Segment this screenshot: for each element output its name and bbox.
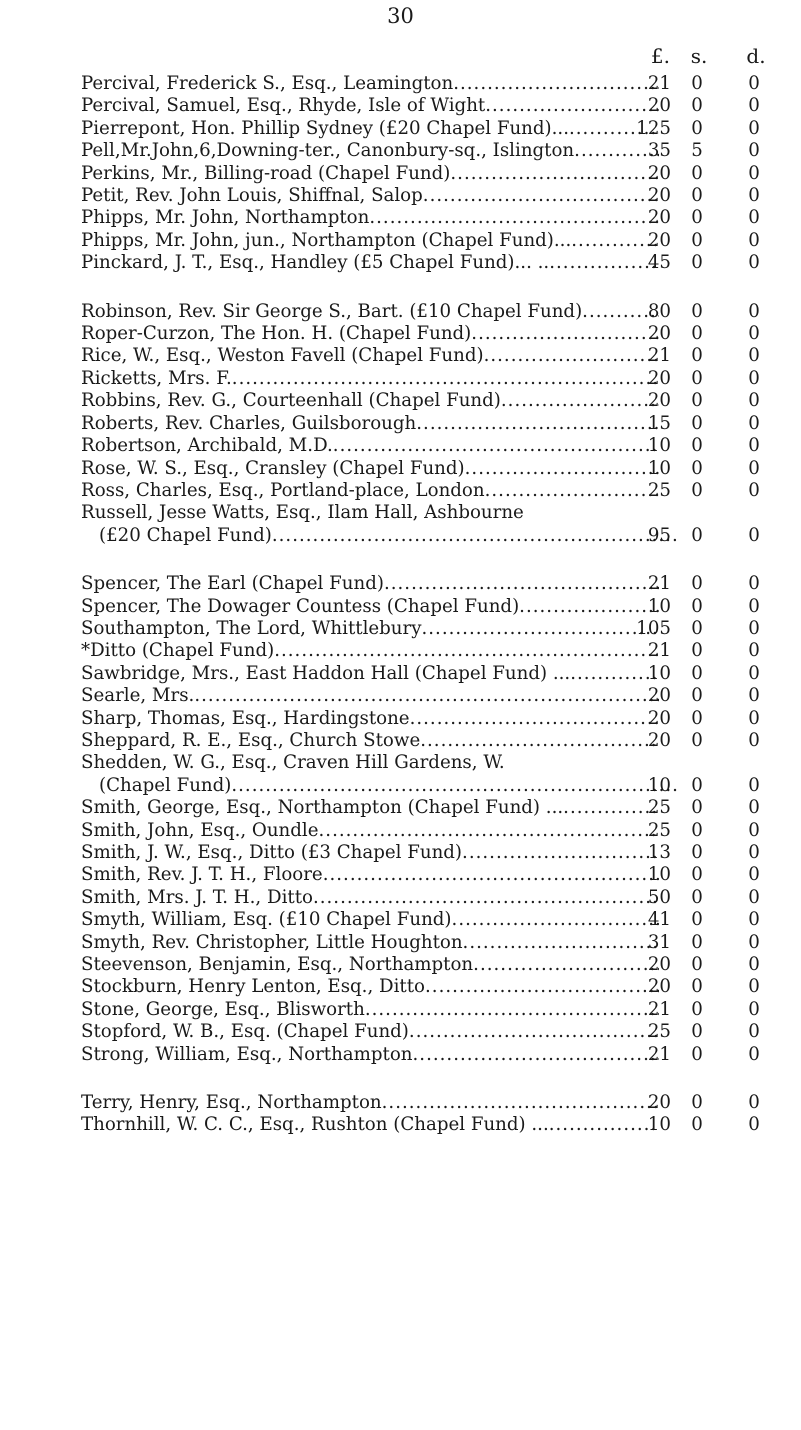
amount-pence: 0 — [748, 390, 760, 412]
amount-pounds: 10 — [647, 662, 671, 684]
list-section — [81, 573, 771, 1066]
subscriber-entry — [81, 663, 771, 685]
subscriber-entry — [81, 887, 771, 909]
subscriber-name: Sharp, Thomas, Esq., Hardingstone — [81, 707, 410, 729]
subscriber-name: Phipps, Mr. John, jun., Northampton (Chapel Fund)... — [81, 229, 572, 251]
amount-pounds: 15 — [647, 412, 671, 434]
amount-pence: 0 — [748, 886, 760, 908]
list-section — [81, 1092, 771, 1137]
dot-leader — [232, 368, 659, 390]
amount-pence: 0 — [748, 573, 760, 595]
amount-pounds: 45 — [647, 252, 671, 274]
subscriber-entry — [81, 596, 771, 618]
subscriber-name: Russell, Jesse Watts, Esq., Ilam Hall, Ashbourne — [81, 502, 524, 524]
subscriber-name: Sawbridge, Mrs., East Haddon Hall (Chapel Fund) ... — [81, 662, 571, 684]
amount-pounds: 25 — [647, 819, 671, 841]
subscriber-entry — [81, 752, 771, 797]
amount-pence: 0 — [748, 707, 760, 729]
subscriber-name: Ricketts, Mrs. F. — [81, 367, 232, 389]
subscriber-name: Sheppard, R. E., Esq., Church Stowe — [81, 729, 421, 751]
subscriber-entry — [81, 976, 771, 998]
amount-shillings: 0 — [691, 367, 703, 389]
amount-pounds: 35 — [647, 140, 671, 162]
amount-shillings: 0 — [691, 457, 703, 479]
amount-shillings: 0 — [691, 640, 703, 662]
amount-pounds: 21 — [647, 998, 671, 1020]
amount-pence: 0 — [748, 207, 760, 229]
dot-leader — [194, 685, 659, 707]
subscriber-entry — [81, 163, 771, 185]
subscriber-entry — [81, 368, 771, 390]
amount-pounds: 10 — [647, 864, 671, 886]
subscriber-name: Percival, Frederick S., Esq., Leamington — [81, 73, 454, 94]
amount-shillings: 0 — [691, 300, 703, 322]
amount-pence: 0 — [748, 842, 760, 863]
subscriber-entry — [81, 730, 771, 752]
amount-pounds: 20 — [647, 207, 671, 229]
subscriber-entry — [81, 842, 771, 864]
amount-pence: 0 — [748, 252, 760, 274]
amount-pence: 0 — [748, 162, 760, 184]
amount-shillings: 0 — [691, 524, 703, 546]
subscriber-entry — [81, 502, 771, 547]
amount-shillings: 0 — [691, 774, 703, 796]
subscriber-name: Terry, Henry, Esq., Northampton — [81, 1092, 382, 1114]
amount-pounds: 20 — [647, 367, 671, 389]
amount-pence: 0 — [748, 685, 760, 707]
amount-shillings: 0 — [691, 595, 703, 617]
amount-pence: 0 — [748, 819, 760, 841]
amount-shillings: 0 — [691, 252, 703, 274]
subscriber-name: Southampton, The Lord, Whittlebury — [81, 617, 422, 639]
amount-pounds: 41 — [647, 909, 671, 931]
subscriber-entry — [81, 1092, 771, 1114]
amount-shillings: 0 — [691, 1114, 703, 1136]
subscriber-name: Stone, George, Esq., Blisworth — [81, 998, 365, 1020]
amount-pounds: 105 — [636, 617, 671, 639]
subscriber-name: Petit, Rev. John Louis, Shiffnal, Salop — [81, 185, 423, 207]
amount-pounds: 20 — [647, 229, 671, 251]
amount-shillings: 0 — [691, 662, 703, 684]
subscriber-name: (Chapel Fund) — [99, 774, 232, 796]
subscriber-entry — [81, 932, 771, 954]
amount-pounds: 21 — [647, 640, 671, 662]
subscriber-name: Roper-Curzon, The Hon. H. (Chapel Fund) — [81, 323, 472, 345]
amount-pence: 0 — [748, 774, 760, 796]
subscriber-entry — [81, 413, 771, 435]
amount-pounds: 20 — [647, 323, 671, 345]
amount-shillings: 5 — [691, 140, 703, 162]
subscriber-entry — [81, 1021, 771, 1043]
amount-pence: 0 — [748, 998, 760, 1020]
amount-shillings: 0 — [691, 707, 703, 729]
subscriber-entry — [81, 864, 771, 886]
subscriber-name: Rice, W., Esq., Weston Favell (Chapel Fund) — [81, 345, 484, 367]
amount-shillings: 0 — [691, 390, 703, 412]
amount-pounds: 20 — [647, 1092, 671, 1114]
amount-shillings: 0 — [691, 617, 703, 639]
subscriber-entry — [81, 252, 771, 274]
amount-shillings: 0 — [691, 412, 703, 434]
subscriber-name: Smith, Rev. J. T. H., Floore — [81, 864, 323, 886]
subscriber-entry — [81, 618, 771, 640]
subscriber-name: Stockburn, Henry Lenton, Esq., Ditto — [81, 976, 425, 998]
subscriber-entry — [81, 345, 771, 367]
subscriber-entry — [81, 708, 771, 730]
subscriber-entry — [81, 118, 771, 140]
subscriber-name: *Ditto (Chapel Fund) — [81, 640, 275, 662]
subscriber-name: Robbins, Rev. G., Courteenhall (Chapel Fund) — [81, 390, 501, 412]
amount-pence: 0 — [748, 435, 760, 457]
amount-pence: 0 — [748, 617, 760, 639]
amount-pounds: 80 — [647, 300, 671, 322]
amount-pounds: 20 — [647, 707, 671, 729]
amount-pence: 0 — [748, 1021, 760, 1043]
amount-shillings: 0 — [691, 1021, 703, 1043]
amount-shillings: 0 — [691, 909, 703, 931]
subscriber-name: Thornhill, W. C. C., Esq., Rushton (Chapel Fund) ... — [81, 1114, 549, 1136]
subscriber-entry — [81, 390, 771, 412]
amount-shillings: 0 — [691, 1043, 703, 1065]
subscriber-entry — [81, 820, 771, 842]
shillings-column-header: s. — [690, 44, 708, 68]
amount-shillings: 0 — [691, 886, 703, 908]
amount-pounds: 10 — [647, 435, 671, 457]
amount-shillings: 0 — [691, 185, 703, 207]
amount-pence: 0 — [748, 457, 760, 479]
subscriber-name: Smith, Mrs. J. T. H., Ditto — [81, 886, 313, 908]
amount-pounds: 13 — [647, 842, 671, 863]
amount-shillings: 0 — [691, 819, 703, 841]
subscriber-name: Smith, J. W., Esq., Ditto (£3 Chapel Fund) — [81, 842, 463, 863]
subscriber-entry — [81, 685, 771, 707]
amount-pounds: 20 — [647, 729, 671, 751]
subscriber-name: Stopford, W. B., Esq. (Chapel Fund) — [81, 1021, 409, 1043]
subscriber-name: (£20 Chapel Fund) — [99, 524, 272, 546]
amount-pence: 0 — [748, 954, 760, 976]
amount-shillings: 0 — [691, 1092, 703, 1114]
amount-shillings: 0 — [691, 685, 703, 707]
amount-pence: 0 — [748, 479, 760, 501]
subscriber-entry — [81, 458, 771, 480]
amount-shillings: 0 — [691, 931, 703, 953]
amount-pence: 0 — [748, 864, 760, 886]
subscriber-name: Phipps, Mr. John, Northampton — [81, 207, 370, 229]
amount-pounds: 20 — [647, 185, 671, 207]
amount-pence: 0 — [748, 931, 760, 953]
amount-shillings: 0 — [691, 729, 703, 751]
amount-pence: 0 — [748, 367, 760, 389]
amount-shillings: 0 — [691, 229, 703, 251]
list-section — [81, 73, 771, 275]
subscriber-name: Spencer, The Earl (Chapel Fund) — [81, 573, 384, 595]
amount-pence: 0 — [748, 345, 760, 367]
amount-pounds: 125 — [636, 117, 671, 139]
amount-shillings: 0 — [691, 976, 703, 998]
subscription-list — [81, 73, 771, 1163]
subscriber-name: Ross, Charles, Esq., Portland-place, London — [81, 479, 485, 501]
amount-pounds: 21 — [647, 1043, 671, 1065]
pence-column-header: d. — [746, 44, 766, 68]
pounds-column-header: £. — [650, 44, 670, 68]
amount-pounds: 31 — [647, 931, 671, 953]
amount-shillings: 0 — [691, 95, 703, 117]
subscriber-name: Strong, William, Esq., Northampton — [81, 1043, 413, 1065]
amount-shillings: 0 — [691, 864, 703, 886]
subscriber-entry — [81, 480, 771, 502]
amount-shillings: 0 — [691, 207, 703, 229]
subscriber-entry — [81, 1114, 771, 1136]
amount-pence: 0 — [748, 300, 760, 322]
amount-shillings: 0 — [691, 345, 703, 367]
page-number: 30 — [387, 4, 414, 28]
subscriber-entry — [81, 73, 771, 95]
amount-pence: 0 — [748, 412, 760, 434]
amount-pounds: 20 — [647, 954, 671, 976]
subscriber-entry — [81, 185, 771, 207]
amount-shillings: 0 — [691, 954, 703, 976]
subscriber-entry — [81, 909, 771, 931]
subscriber-entry — [81, 797, 771, 819]
amount-pence: 0 — [748, 909, 760, 931]
subscriber-entry — [81, 230, 771, 252]
amount-shillings: 0 — [691, 842, 703, 863]
subscriber-name: Percival, Samuel, Esq., Rhyde, Isle of Wight — [81, 95, 486, 117]
amount-pounds: 95 — [647, 524, 671, 546]
list-section — [81, 301, 771, 547]
subscriber-entry — [81, 95, 771, 117]
amount-pence: 0 — [748, 662, 760, 684]
subscriber-entry — [81, 573, 771, 595]
amount-pence: 0 — [748, 1043, 760, 1065]
amount-pounds: 20 — [647, 95, 671, 117]
amount-pounds: 50 — [647, 886, 671, 908]
subscriber-name: Shedden, W. G., Esq., Craven Hill Gardens, W. — [81, 752, 505, 774]
amount-pounds: 20 — [647, 162, 671, 184]
subscriber-name: Searle, Mrs. — [81, 685, 195, 707]
subscriber-entry — [81, 301, 771, 323]
subscriber-entry — [81, 1044, 771, 1066]
subscriber-name: Rose, W. S., Esq., Cransley (Chapel Fund) — [81, 457, 465, 479]
amount-pence: 0 — [748, 797, 760, 819]
subscriber-name: Steevenson, Benjamin, Esq., Northampton — [81, 954, 474, 976]
amount-pence: 0 — [748, 976, 760, 998]
amount-pence: 0 — [748, 524, 760, 546]
amount-shillings: 0 — [691, 117, 703, 139]
amount-pounds: 20 — [647, 976, 671, 998]
subscriber-name: Pinckard, J. T., Esq., Handley (£5 Chapel Fund)... .. — [81, 252, 550, 274]
amount-shillings: 0 — [691, 998, 703, 1020]
amount-pounds: 25 — [647, 797, 671, 819]
subscriber-name: Pierrepont, Hon. Phillip Sydney (£20 Chapel Fund)... — [81, 117, 569, 139]
amount-pence: 0 — [748, 1092, 760, 1114]
subscriber-entry — [81, 999, 771, 1021]
amount-pence: 0 — [748, 73, 760, 94]
amount-shillings: 0 — [691, 323, 703, 345]
subscriber-name: Smith, George, Esq., Northampton (Chapel Fund) ... — [81, 797, 564, 819]
subscriber-entry — [81, 140, 771, 162]
amount-pounds: 25 — [647, 479, 671, 501]
amount-pence: 0 — [748, 640, 760, 662]
subscriber-entry — [81, 640, 771, 662]
amount-pence: 0 — [748, 117, 760, 139]
subscriber-name: Smyth, Rev. Christopher, Little Houghton — [81, 931, 463, 953]
subscriber-name: Robertson, Archibald, M.D. — [81, 435, 333, 457]
amount-pounds: 21 — [647, 73, 671, 94]
subscriber-entry — [81, 954, 771, 976]
subscriber-name: Perkins, Mr., Billing-road (Chapel Fund) — [81, 162, 451, 184]
subscriber-entry — [81, 207, 771, 229]
amount-shillings: 0 — [691, 435, 703, 457]
amount-pounds: 10 — [647, 1114, 671, 1136]
amount-pence: 0 — [748, 140, 760, 162]
amount-pence: 0 — [748, 185, 760, 207]
subscriber-name: Spencer, The Dowager Countess (Chapel Fund) — [81, 595, 520, 617]
amount-pence: 0 — [748, 229, 760, 251]
amount-pounds: 21 — [647, 345, 671, 367]
amount-shillings: 0 — [691, 797, 703, 819]
amount-shillings: 0 — [691, 573, 703, 595]
subscriber-name: Pell,Mr.John,6,Downing-ter., Canonbury-sq., Islington — [81, 140, 575, 162]
amount-pounds: 25 — [647, 1021, 671, 1043]
subscriber-entry — [81, 323, 771, 345]
amount-shillings: 0 — [691, 73, 703, 94]
amount-pounds: 21 — [647, 573, 671, 595]
subscriber-name: Smith, John, Esq., Oundle — [81, 819, 319, 841]
amount-pence: 0 — [748, 95, 760, 117]
amount-pounds: 20 — [647, 685, 671, 707]
amount-pounds: 10 — [647, 774, 671, 796]
amount-shillings: 0 — [691, 479, 703, 501]
amount-shillings: 0 — [691, 162, 703, 184]
amount-pence: 0 — [748, 595, 760, 617]
amount-pence: 0 — [748, 1114, 760, 1136]
amount-pounds: 10 — [647, 457, 671, 479]
subscriber-entry — [81, 435, 771, 457]
amount-pence: 0 — [748, 729, 760, 751]
amount-pounds: 20 — [647, 390, 671, 412]
amount-pounds: 10 — [647, 595, 671, 617]
subscriber-name: Roberts, Rev. Charles, Guilsborough — [81, 412, 417, 434]
amount-pence: 0 — [748, 323, 760, 345]
subscriber-name: Robinson, Rev. Sir George S., Bart. (£10 Chapel Fund) — [81, 300, 583, 322]
subscriber-name: Smyth, William, Esq. (£10 Chapel Fund) — [81, 909, 452, 931]
